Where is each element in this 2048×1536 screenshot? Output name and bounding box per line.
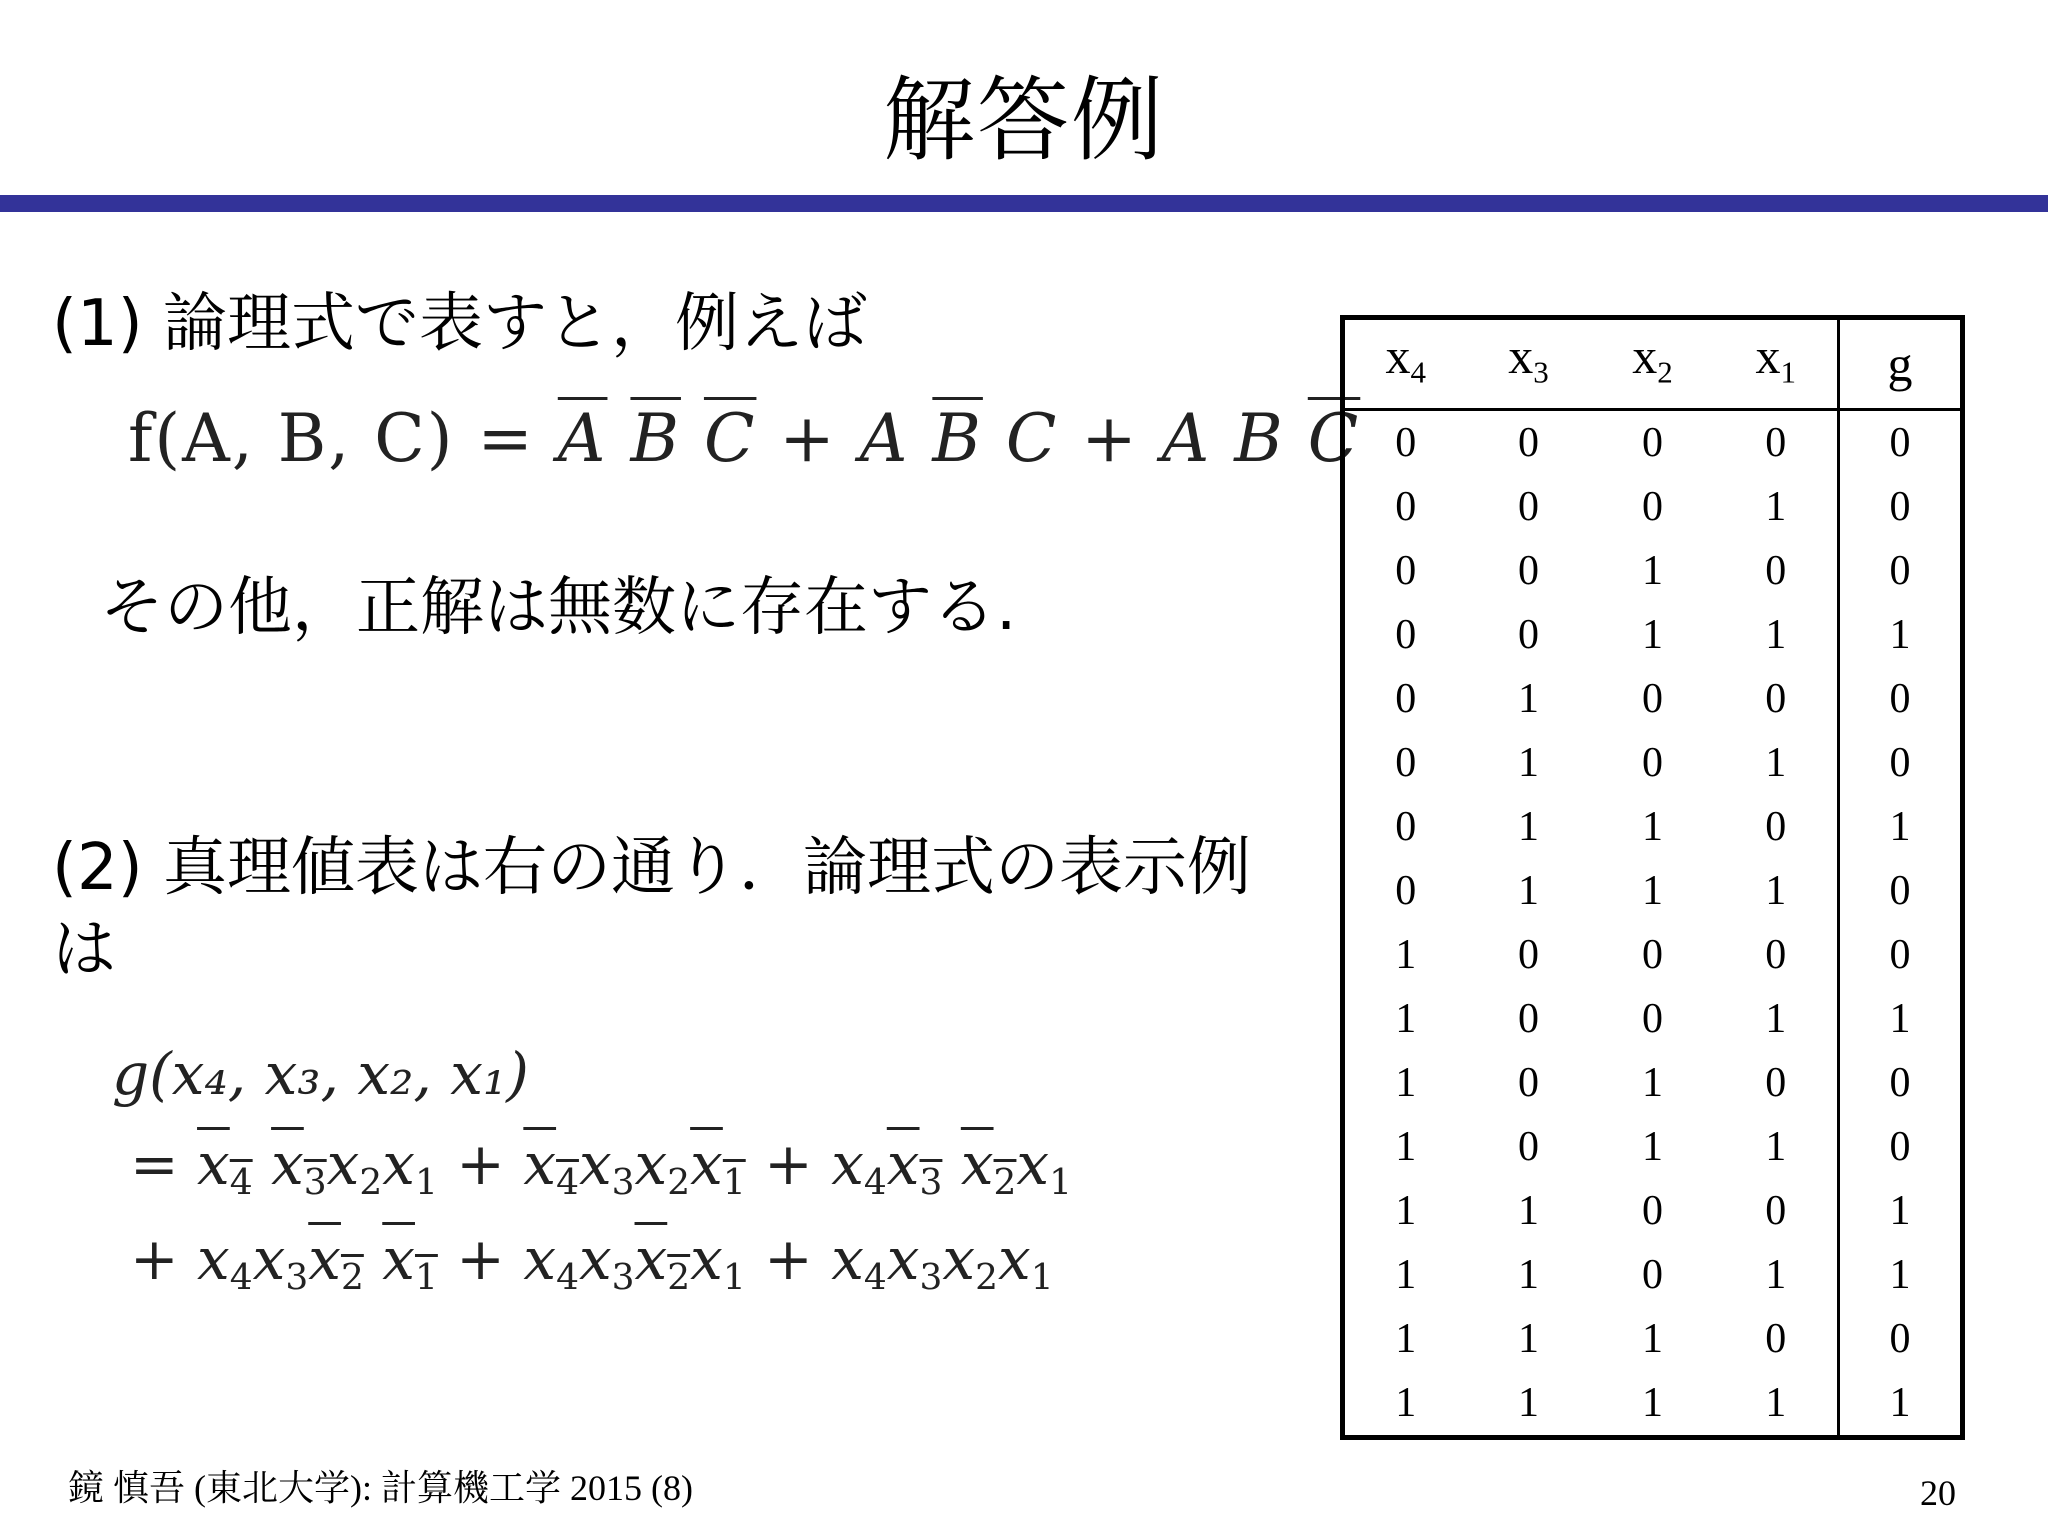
truth-table xyxy=(1340,315,1965,1440)
table-cell: 1 xyxy=(1395,1380,1417,1427)
table-cell: 0 xyxy=(1839,731,1963,795)
table-cell: 1 xyxy=(1642,548,1663,595)
term2-c: C xyxy=(1005,400,1059,477)
formula-g-lhs: g(x₄, x₃, x₂, x₁) xyxy=(112,1040,529,1108)
table-cell: 1 xyxy=(1518,1188,1539,1235)
equals-sign: = xyxy=(130,1130,198,1198)
term1-b: $\overline{B}$ xyxy=(630,400,681,477)
table-cell: 1 xyxy=(1395,1316,1417,1363)
table-cell: 0 xyxy=(1518,996,1539,1043)
title-divider xyxy=(0,195,2048,212)
table-cell: 0 xyxy=(1395,868,1417,915)
table-row xyxy=(1343,539,1963,603)
term3-b: B xyxy=(1234,400,1285,477)
plus-a: + xyxy=(437,1130,524,1198)
table-cell: 0 xyxy=(1642,484,1663,531)
header-base: x xyxy=(1755,328,1781,384)
truth-table-header-cell xyxy=(1715,318,1839,410)
table-cell: 1 xyxy=(1765,612,1787,659)
table-cell: 0 xyxy=(1839,475,1963,539)
table-cell: 1 xyxy=(1642,1380,1663,1427)
term1-a: $\overline{A}$ xyxy=(557,400,608,477)
truth-table-header xyxy=(1343,318,1963,410)
table-cell: 1 xyxy=(1765,1380,1787,1427)
plus-e: + xyxy=(745,1225,832,1293)
table-row xyxy=(1343,795,1963,859)
table-cell: 0 xyxy=(1518,612,1539,659)
slide-title: 解答例 xyxy=(882,67,1165,174)
table-cell: 1 xyxy=(1518,1252,1539,1299)
table-row xyxy=(1343,603,1963,667)
table-cell: 1 xyxy=(1395,932,1417,979)
table-cell: 1 xyxy=(1642,804,1663,851)
table-cell: 1 xyxy=(1765,1124,1787,1171)
footer-credit: 鏡 慎吾 (東北大学): 計算機工学 2015 (8) xyxy=(68,1468,693,1508)
table-cell: 1 xyxy=(1839,603,1963,667)
table-cell: 0 xyxy=(1839,1051,1963,1115)
term2-b: $\overline{B}$ xyxy=(932,400,983,477)
table-cell: 0 xyxy=(1765,420,1787,467)
term3-a: A xyxy=(1161,400,1212,477)
header-subscript: 4 xyxy=(1410,354,1426,390)
part1-note: その他，正解は無数に存在する. xyxy=(100,571,1017,645)
table-cell: 1 xyxy=(1518,804,1539,851)
table-row xyxy=(1343,1243,1963,1307)
table-cell: 1 xyxy=(1518,740,1539,787)
table-cell: 0 xyxy=(1642,740,1663,787)
table-cell: 0 xyxy=(1642,1252,1663,1299)
table-cell: 0 xyxy=(1395,740,1417,787)
table-cell: 1 xyxy=(1395,1124,1417,1171)
formula-g-line3: + $x_4x_3x_2$ $x_1 + x_4x_3x_2x_1 + x_4x_3x_2x_1$ xyxy=(130,1225,1054,1299)
truth-table-body xyxy=(1343,410,1963,1438)
part2-label-line2: は xyxy=(52,913,116,987)
table-cell: 1 xyxy=(1765,996,1787,1043)
table-row xyxy=(1343,1179,1963,1243)
table-cell: 1 xyxy=(1518,1380,1539,1427)
table-cell: 1 xyxy=(1395,1252,1417,1299)
page-number: 20 xyxy=(1920,1473,1956,1513)
table-cell: 0 xyxy=(1518,420,1539,467)
table-row xyxy=(1343,923,1963,987)
table-cell: 1 xyxy=(1839,987,1963,1051)
table-cell: 0 xyxy=(1518,932,1539,979)
table-cell: 0 xyxy=(1765,1188,1787,1235)
table-cell: 0 xyxy=(1765,548,1787,595)
table-cell: 0 xyxy=(1395,484,1417,531)
table-cell: 1 xyxy=(1518,676,1539,723)
header-subscript: 3 xyxy=(1533,354,1549,390)
truth-table-header-cell xyxy=(1343,318,1467,410)
table-cell: 0 xyxy=(1839,1115,1963,1179)
table-cell: 1 xyxy=(1642,1316,1663,1363)
header-subscript: 1 xyxy=(1780,354,1796,390)
plus-d: + xyxy=(437,1225,524,1293)
header-base: x xyxy=(1385,328,1411,384)
table-cell: 1 xyxy=(1839,795,1963,859)
table-cell: 0 xyxy=(1395,676,1417,723)
table-cell: 1 xyxy=(1765,484,1787,531)
table-cell: 0 xyxy=(1642,1188,1663,1235)
table-row xyxy=(1343,731,1963,795)
plus-b: + xyxy=(745,1130,832,1198)
table-cell: 0 xyxy=(1839,539,1963,603)
table-cell: 0 xyxy=(1518,548,1539,595)
term1-c: $\overline{C}$ xyxy=(703,400,757,477)
header-base: g xyxy=(1887,336,1913,393)
table-cell: 0 xyxy=(1765,676,1787,723)
table-row xyxy=(1343,1051,1963,1115)
table-cell: 1 xyxy=(1642,612,1663,659)
header-base: x xyxy=(1632,328,1658,384)
table-row xyxy=(1343,987,1963,1051)
part2-label-line1: (2) 真理値表は右の通り．論理式の表示例 xyxy=(52,831,1251,905)
table-cell: 1 xyxy=(1765,868,1787,915)
table-cell: 0 xyxy=(1642,420,1663,467)
header-subscript: 2 xyxy=(1657,354,1673,390)
table-cell: 0 xyxy=(1642,932,1663,979)
table-cell: 0 xyxy=(1765,932,1787,979)
table-cell: 1 xyxy=(1518,868,1539,915)
table-cell: 0 xyxy=(1839,859,1963,923)
table-cell: 0 xyxy=(1765,804,1787,851)
table-cell: 0 xyxy=(1518,1124,1539,1171)
table-cell: 0 xyxy=(1839,410,1963,476)
table-cell: 1 xyxy=(1642,1060,1663,1107)
table-cell: 0 xyxy=(1518,1060,1539,1107)
table-cell: 0 xyxy=(1839,667,1963,731)
table-row xyxy=(1343,1371,1963,1438)
part1-label: (1) 論理式で表すと，例えば xyxy=(52,287,867,361)
formula-f-lhs: f(A, B, C) = xyxy=(128,400,558,477)
table-cell: 1 xyxy=(1395,1060,1417,1107)
term2-a: A xyxy=(859,400,910,477)
table-cell: 0 xyxy=(1839,1307,1963,1371)
table-cell: 0 xyxy=(1395,612,1417,659)
formula-g-line2: = $x_4$ $x_3x_2x_1 + x_4x_3x_2x_1 + x_4x_3$ $x_2x_1$ xyxy=(130,1130,1073,1204)
table-cell: 0 xyxy=(1395,804,1417,851)
table-cell: 0 xyxy=(1642,676,1663,723)
plus-1: + xyxy=(756,400,860,477)
table-cell: 1 xyxy=(1518,1316,1539,1363)
table-row xyxy=(1343,667,1963,731)
formula-f xyxy=(128,400,1360,477)
table-row xyxy=(1343,410,1963,476)
table-cell: 1 xyxy=(1642,1124,1663,1171)
table-cell: 1 xyxy=(1839,1243,1963,1307)
table-cell: 0 xyxy=(1765,1060,1787,1107)
table-cell: 1 xyxy=(1839,1179,1963,1243)
table-cell: 1 xyxy=(1839,1371,1963,1438)
table-cell: 1 xyxy=(1395,996,1417,1043)
plus-2: + xyxy=(1058,400,1162,477)
table-cell: 0 xyxy=(1518,484,1539,531)
table-cell: 1 xyxy=(1395,1188,1417,1235)
table-cell: 1 xyxy=(1765,740,1787,787)
table-cell: 0 xyxy=(1839,923,1963,987)
table-cell: 0 xyxy=(1395,548,1417,595)
table-cell: 1 xyxy=(1642,868,1663,915)
table-row xyxy=(1343,475,1963,539)
table-cell: 0 xyxy=(1395,420,1417,467)
table-row xyxy=(1343,859,1963,923)
plus-c: + xyxy=(130,1225,198,1293)
truth-table-header-cell xyxy=(1591,318,1715,410)
truth-table-header-cell xyxy=(1839,318,1963,410)
table-cell: 0 xyxy=(1642,996,1663,1043)
header-base: x xyxy=(1508,328,1534,384)
table-cell: 1 xyxy=(1765,1252,1787,1299)
truth-table-header-cell xyxy=(1467,318,1591,410)
table-row xyxy=(1343,1115,1963,1179)
term3-c: $\overline{C}$ xyxy=(1307,400,1361,477)
table-row xyxy=(1343,1307,1963,1371)
table-cell: 0 xyxy=(1765,1316,1787,1363)
